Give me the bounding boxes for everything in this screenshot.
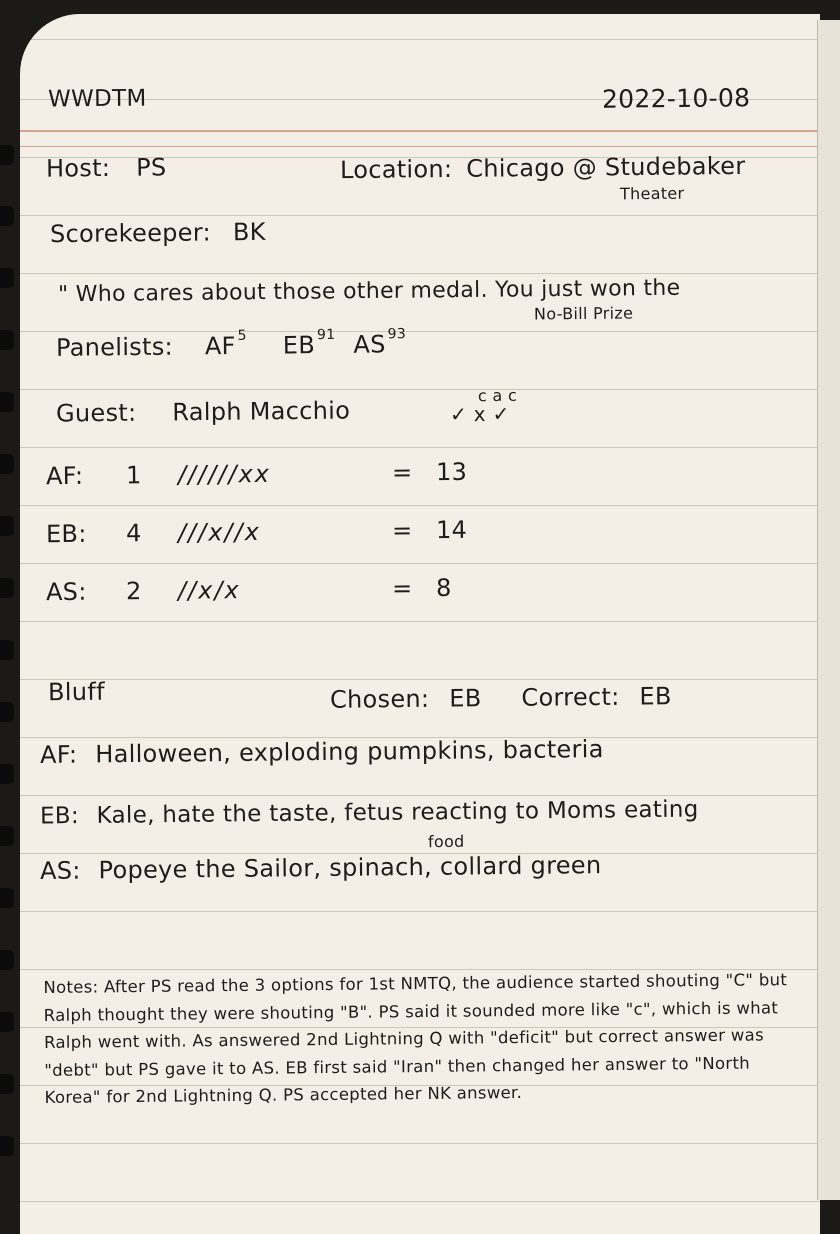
show-name: WWDTM: [47, 85, 147, 113]
bluff-correct-label: Correct:: [521, 682, 620, 712]
quote-line2: No-Bill Prize: [533, 303, 634, 324]
panelist-note: 91: [316, 326, 336, 344]
bluff-story-overflow: food: [427, 831, 465, 852]
host-value: PS: [136, 153, 167, 182]
score-panelist: AF:: [45, 461, 84, 491]
location-line: [340, 152, 746, 184]
notes-label: Notes:: [43, 977, 99, 997]
host-label: Host:: [45, 153, 111, 183]
guest-line: [56, 396, 350, 427]
score-equals: =: [391, 574, 413, 603]
score-start: 4: [125, 519, 142, 548]
binding-ring: [0, 268, 14, 288]
binding-ring: [0, 826, 14, 846]
binding-ring: [0, 392, 14, 412]
score-start: 1: [125, 461, 142, 490]
guest-name: Ralph Macchio: [172, 396, 351, 427]
header-rule: [20, 130, 820, 132]
panelist-item: [353, 326, 407, 359]
panelist-item: [282, 326, 344, 360]
bluff-story-text: Kale, hate the taste, fetus reacting to Moms eating: [96, 796, 699, 829]
bluff-story-text: Halloween, exploding pumpkins, bacteria: [95, 735, 604, 769]
score-equals: =: [391, 458, 413, 487]
binding-ring: [0, 1136, 14, 1156]
bluff-story: [40, 851, 602, 885]
binding-ring: [0, 454, 14, 474]
next-page-edge: [817, 20, 840, 1200]
score-total: 13: [435, 457, 468, 487]
bluff-story: [40, 797, 699, 830]
quote-line1: " Who cares about those other medal. You just won the: [57, 275, 681, 308]
panelist-item: [204, 327, 255, 361]
bluff-label: Bluff: [47, 677, 105, 707]
bluff-chosen: EB: [449, 684, 482, 713]
guest-results-top: c a c: [477, 385, 518, 406]
bluff-correct: EB: [639, 682, 672, 711]
score-start: 2: [125, 577, 142, 606]
panelist-name: AF: [204, 331, 236, 361]
binding-ring: [0, 145, 14, 165]
bluff-story-panelist: EB:: [39, 803, 80, 830]
score-row: [46, 574, 452, 606]
host-line: [46, 153, 167, 182]
notes-text: After PS read the 3 options for 1st NMTQ, the audience started shouting "C" but Ralph thought they were shouting "B". PS said it sounded more like "c", which is what Ralph went with. As answered 2nd Lightning Q with "deficit" but correct answer was "debt" but PS gave it to AS. EB first said "Iran" then changed her answer to "North Korea" for 2nd Lightning Q. PS accepted her NK answer.: [43, 970, 788, 1107]
location-value-line2: Theater: [619, 183, 685, 204]
score-equals: =: [391, 516, 413, 545]
score-row: [46, 458, 467, 490]
guest-results-bottom: ✓ x ✓: [449, 401, 510, 427]
notes-block: [43, 966, 804, 1111]
notebook-page: [20, 14, 820, 1234]
panelists-line: [55, 326, 407, 362]
panelist-note: 5: [237, 327, 247, 344]
binding-ring: [0, 950, 14, 970]
location-label: Location:: [339, 154, 453, 185]
binding-ring: [0, 330, 14, 350]
show-date: 2022-10-08: [601, 83, 751, 114]
bluff-story-text: Popeye the Sailor, spinach, collard green: [98, 851, 602, 885]
binding-ring: [0, 206, 14, 226]
score-tally: ///x//x: [177, 517, 261, 547]
binding-ring: [0, 516, 14, 536]
bluff-chosen-label: Chosen:: [329, 684, 430, 714]
binding-ring: [0, 1012, 14, 1032]
guest-label: Guest:: [55, 398, 137, 428]
binding-ring: [0, 578, 14, 598]
score-tally: //////xx: [177, 459, 272, 489]
panelist-name: AS: [353, 330, 386, 359]
score-row: [46, 516, 467, 548]
binding-ring: [0, 702, 14, 722]
bluff-story-panelist: AF:: [39, 740, 78, 769]
scorekeeper-label: Scorekeeper:: [49, 218, 212, 249]
score-panelist: AS:: [45, 577, 87, 607]
score-tally: //x/x: [177, 576, 241, 605]
score-total: 8: [435, 573, 452, 603]
scorekeeper-line: [50, 218, 266, 248]
panelist-note: 93: [387, 326, 407, 343]
binding-ring: [0, 1074, 14, 1094]
bluff-result: [330, 682, 672, 714]
bluff-story: [40, 735, 604, 769]
spiral-binding: [0, 0, 18, 1200]
score-panelist: EB:: [45, 519, 87, 549]
panelists-label: Panelists:: [55, 332, 174, 362]
score-total: 14: [435, 515, 468, 545]
bluff-story-panelist: AS:: [39, 856, 81, 885]
panelist-name: EB: [282, 331, 316, 360]
header-rule: [20, 146, 820, 147]
binding-ring: [0, 764, 14, 784]
location-value: Chicago @ Studebaker: [466, 151, 746, 183]
binding-ring: [0, 888, 14, 908]
scorekeeper-value: BK: [232, 217, 266, 247]
binding-ring: [0, 640, 14, 660]
